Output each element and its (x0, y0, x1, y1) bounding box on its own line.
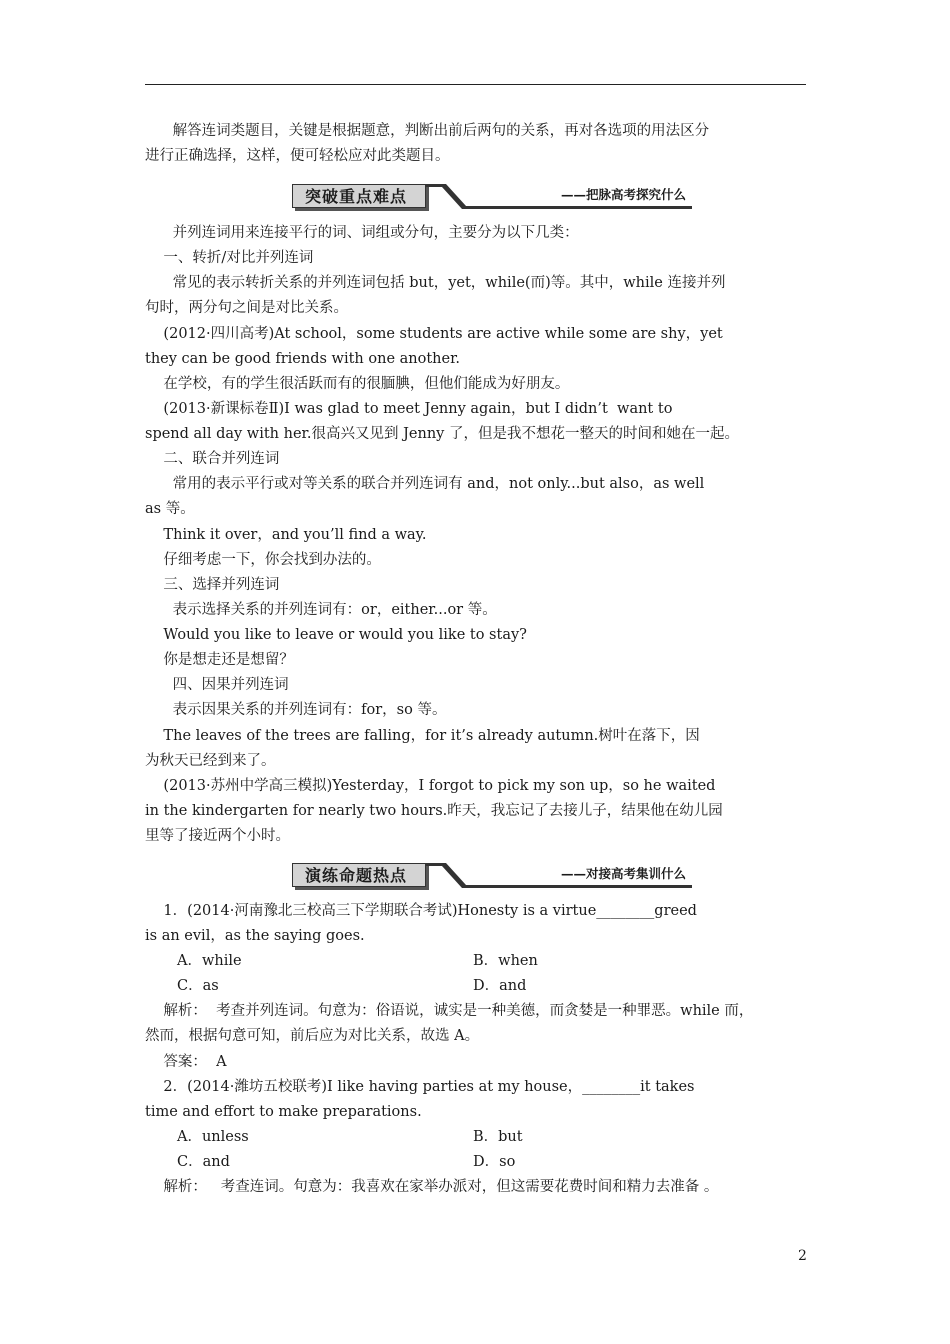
question-2-analysis: 解析： 考查连词。句意为：我喜欢在家举办派对，但这需要花费时间和精力去准备 。 (145, 1179, 719, 1195)
body-line: 常用的表示平行或对等关系的联合并列连词有 and，not only...but also，as well (145, 476, 705, 492)
question-1-analysis: 然而，根据句意可知，前后应为对比关系，故选 A。 (145, 1028, 480, 1044)
question-1-option-d: D．and (473, 978, 527, 994)
question-1-option-c: C．as (177, 978, 219, 994)
page-number: 2 (798, 1248, 807, 1264)
section-banner-practice (292, 861, 692, 891)
body-line: 常见的表示转折关系的并列连词包括 but，yet，while(而)等。其中，while 连接并列 (145, 275, 726, 291)
body-line: 一、转折/对比并列连词 (145, 250, 314, 266)
body-line: (2013·新课标卷Ⅱ)I was glad to meet Jenny again，but I didn’t want to (145, 401, 673, 417)
banner-tagline: ——把脉高考探究什么 (560, 187, 686, 202)
banner-tagline: ——对接高考集训什么 (560, 866, 686, 881)
intro-line: 解答连词类题目，关键是根据题意，判断出前后两句的关系，再对各选项的用法区分 (145, 123, 710, 139)
question-2-stem: time and effort to make preparations. (145, 1104, 422, 1120)
intro-line: 进行正确选择，这样，便可轻松应对此类题目。 (145, 148, 450, 164)
body-line: Would you like to leave or would you like to stay? (145, 627, 527, 643)
body-line: 二、联合并列连词 (145, 451, 280, 467)
body-line: 三、选择并列连词 (145, 577, 280, 593)
body-line: spend all day with her.很高兴又见到 Jenny 了，但是我不想花一整天的时间和她在一起。 (145, 426, 739, 442)
body-line: in the kindergarten for nearly two hours.昨天，我忘记了去接儿子，结果他在幼儿园 (145, 803, 723, 819)
body-line: 表示因果关系的并列连词有：for，so 等。 (145, 702, 447, 718)
question-2-option-b: B．but (473, 1129, 523, 1145)
body-line: they can be good friends with one another. (145, 351, 461, 367)
body-line: 为秋天已经到来了。 (145, 753, 276, 769)
question-1-analysis: 解析： 考查并列连词。句意为：俗语说，诚实是一种美德，而贪婪是一种罪恶。while 而， (145, 1003, 754, 1019)
body-line: 并列连词用来连接平行的词、词组或分句，主要分为以下几类： (145, 225, 579, 241)
body-line: 你是想走还是想留？ (145, 652, 294, 668)
body-line: 表示选择关系的并列连词有：or，either...or 等。 (145, 602, 497, 618)
body-line: 句时，两分句之间是对比关系。 (145, 300, 348, 316)
banner-title: 演练命题热点 (292, 863, 426, 887)
question-2-option-c: C．and (177, 1154, 230, 1170)
body-line: (2012·四川高考)At school，some students are active while some are shy，yet (145, 326, 723, 342)
body-line: 仔细考虑一下，你会找到办法的。 (145, 552, 381, 568)
body-line: 里等了接近两个小时。 (145, 828, 290, 844)
body-line: Think it over，and you’ll find a way. (145, 527, 427, 543)
question-1-answer: 答案： A (145, 1054, 227, 1070)
question-2-option-a: A．unless (177, 1129, 249, 1145)
body-line: 四、因果并列连词 (145, 677, 289, 693)
body-line: 在学校，有的学生很活跃而有的很腼腆，但他们能成为好朋友。 (145, 376, 570, 392)
banner-title: 突破重点难点 (292, 184, 426, 208)
header-rule (145, 84, 806, 85)
question-2-option-d: D．so (473, 1154, 516, 1170)
body-line: The leaves of the trees are falling，for it’s already autumn.树叶在落下，因 (145, 728, 700, 744)
section-banner-breakthrough (292, 182, 692, 212)
question-2-stem: 2．(2014·潍坊五校联考)I like having parties at my house，________it takes (145, 1079, 695, 1095)
question-1-option-a: A．while (177, 953, 242, 969)
question-1-option-b: B．when (473, 953, 538, 969)
question-1-stem: is an evil，as the saying goes. (145, 928, 365, 944)
body-line: (2013·苏州中学高三模拟)Yesterday，I forgot to pick my son up，so he waited (145, 778, 716, 794)
question-1-stem: 1．(2014·河南豫北三校高三下学期联合考试)Honesty is a virtue________greed (145, 903, 697, 919)
body-line: as 等。 (145, 501, 195, 517)
